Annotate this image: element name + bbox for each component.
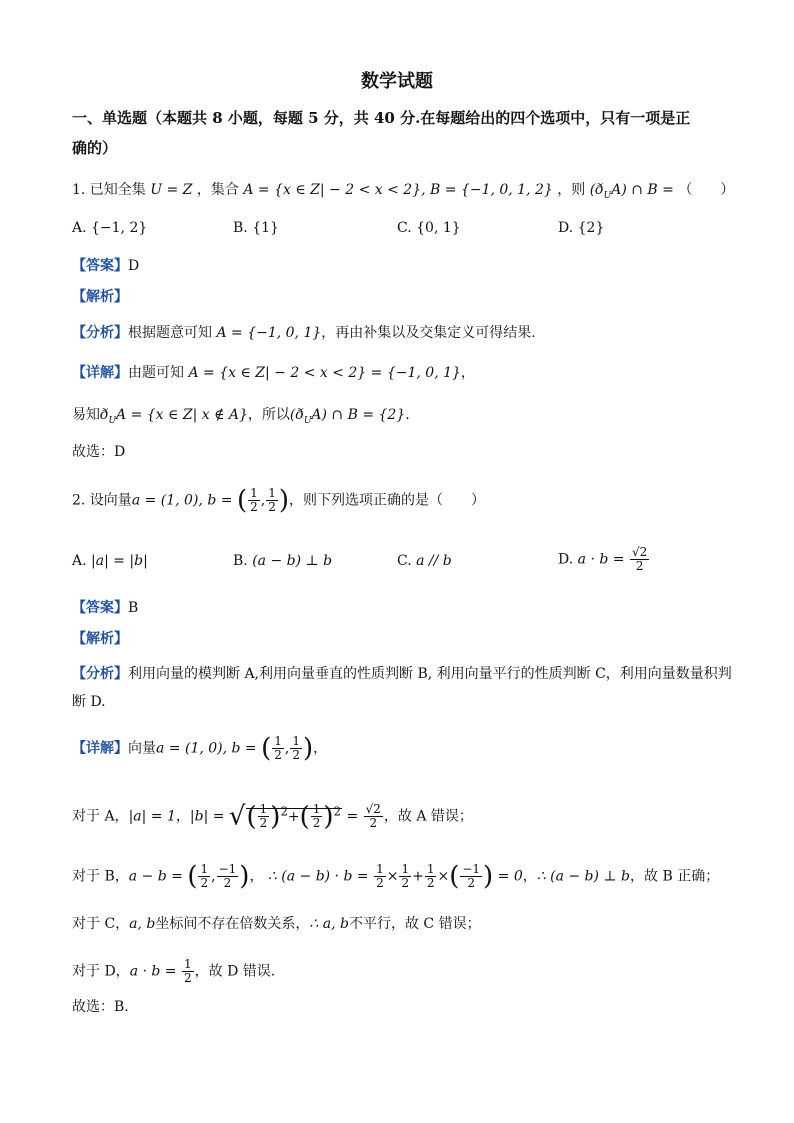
q2-xiangjie: 【详解】向量a = (1, 0), b = ( $\frac{1}{2}$ , $\frac{1}{2}$ )， [72,733,328,764]
q1-option-c[interactable]: C. {0, 1} [397,220,461,236]
q1-answer: 【答案】D [72,258,140,274]
q1-stem: 1. 已知全集 U = Z ，集合 A = {x ∈ Z| − 2 < x < 2}, B = {−1, 0, 1, 2} ，则 $(ð_UA)$ ∩ B = （ ） [72,182,735,201]
q1-fenxi: 【分析】根据题意可知 A = {−1, 0, 1}，再由补集以及交集定义可得结果. [72,325,536,341]
q2-option-c[interactable]: C. a // b [397,553,452,569]
section-heading-cont: 确的） [72,139,118,157]
q2-option-b[interactable]: B. (a − b) ⊥ b [233,553,333,569]
q2-answer: 【答案】B [72,600,139,616]
q2-option-d[interactable]: D. a · b = $\frac{√2}{2}$ [558,545,648,573]
q2-case-d: 对于 D，a · b = $\frac{1}{2}$ ，故 D 错误. [72,957,276,985]
q1-conclusion: 故选：D [72,444,126,460]
section-heading: 一、单选题（本题共 8 小题，每题 5 分，共 40 分.在每题给出的四个选项中，只有一项是正 [72,109,691,127]
q1-option-d[interactable]: D. {2} [558,220,605,236]
q2-analysis-tag: 【解析】 [72,631,128,647]
q1-option-a[interactable]: A. {−1, 2} [72,220,148,236]
q1-option-b[interactable]: B. {1} [233,220,279,236]
q1-xiangjie: 【详解】由题可知 A = {x ∈ Z| − 2 < x < 2} = {−1, 0, 1}， [72,365,475,381]
q2-case-b: 对于 B，a − b = ( $\frac{1}{2}$ , $\frac{-1}{2}$ )， ∴ (a − b) · b = $\frac{1}{2}$ × $\frac{1}{2}$ + $\frac{1}{2}$ ×( $\frac{-1}{2}$ ) = 0，∴ (a − b) ⊥ b，故 B 正确； [72,861,720,892]
q2-case-c: 对于 C，a, b坐标间不存在倍数关系，∴ a, b不平行，故 C 错误； [72,916,481,932]
q2-case-a: 对于 A，|a| = 1，|b| = √( $\frac{1}{2}$ )$^2$+( $\frac{1}{2}$ )$^2$ = $\frac{√2}{2}$ ，故 A 错误； [72,801,473,832]
q2-fenxi: 【分析】利用向量的模判断 A,利用向量垂直的性质判断 B, 利用向量平行的性质判断 C，利用向量数量积判 [72,666,732,682]
q2-option-a[interactable]: A. |a| = |b| [72,553,148,569]
page-title: 数学试题 [361,71,433,92]
q1-yizhi: 易知$ð_UA = \{x$ ∈ Z| x ∉ A}，所以$(ð_UA)$ ∩ B = {2}. [72,407,410,426]
q1-analysis-tag: 【解析】 [72,289,128,305]
q2-fenxi-cont: 断 D. [72,694,106,710]
q2-stem: 2. 设向量a = (1, 0), b = ( $\frac{1}{2}$ , $\frac{1}{2}$ )，则下列选项正确的是（ ） [72,485,485,516]
q2-conclusion: 故选：B. [72,999,129,1015]
